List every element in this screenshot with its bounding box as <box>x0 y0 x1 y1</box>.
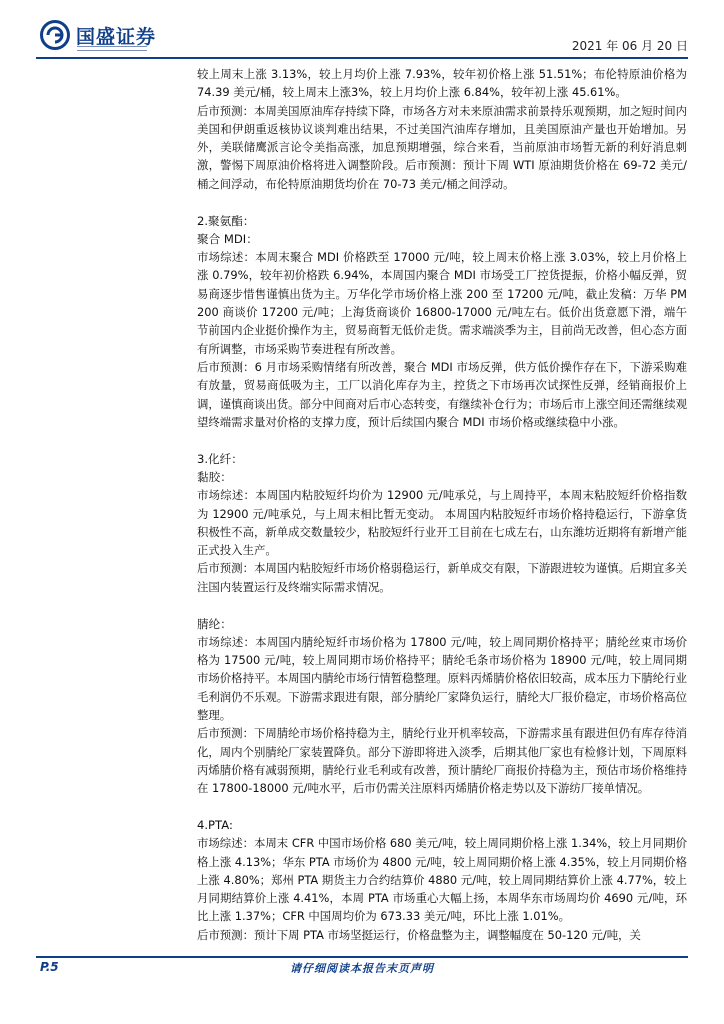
body-paragraph: 后市预测：下周腈纶市场价格持稳为主，腈纶行业开机率较高，下游需求虽有跟进但仍有库存待消化，周内个别腈纶厂家装置降负。部分下游即将进入淡季，后期其他厂家也有检修计划，下周原料丙烯腈价格有减弱预期，腈纶行业毛利或有改善，预计腈纶厂商报价持稳为主，预估市场价格维持在 17800-18000 元/吨水平，后市仍需关注原料丙烯腈价格走势以及下游纺厂接单情况。 <box>197 726 687 796</box>
brand-logo <box>40 18 200 58</box>
brand-underline <box>77 46 147 51</box>
brand-name: 国盛证券 <box>76 26 157 48</box>
body-paragraph: 后市预测：6 月市场采购情绪有所改善，聚合 MDI 市场反弹，供方低价操作存在下，下游采购难有放量，贸易商低吸为主，工厂以消化库存为主，控货之下市场再次试探性反弹，经销商报价上调，谨慎商谈出货。部分中间商对后市心态转变，有继续补仓行为；市场后市上涨空间还需继续观望终端需求量对价格的支撑力度，预计后续国内聚合 MDI 市场价格或继续稳中小涨。 <box>197 359 687 429</box>
report-date: 2021 年 06 月 20 日 <box>571 39 688 53</box>
brand-emblem-icon <box>40 20 70 50</box>
section-gap <box>197 193 687 212</box>
body-paragraph: 后市预测：本周美国原油库存持续下降，市场各方对未来原油需求前景持乐观预期，加之短时间内美国和伊朗重返核协议谈判难出结果，不过美国汽油库存增加，且美国原油产量也开始增加。另外，美联储鹰派言论令美指高涨，加息预期增强，综合来看，当前原油市场暂无新的利好消息刺激，警惕下周原油价格将进入调整阶段。后市预测：预计下周 WTI 原油期货价格在 69-72 美元/桶之间浮动，布伦特原油期货均价在 70-73 美元/桶之间浮动。 <box>197 103 687 191</box>
section-heading: 2.聚氨酯： <box>197 213 255 228</box>
section-heading: 聚合 MDI： <box>197 231 258 246</box>
section-heading: 黏胶： <box>197 469 232 484</box>
page-number: P.5 <box>40 960 59 974</box>
header-divider <box>36 57 688 59</box>
body-paragraph: 市场综述：本周末 CFR 中国市场价格 680 美元/吨，较上周同期价格上涨 1.34%，较上月同期价格上涨 4.13%；华东 PTA 市场价为 4800 元/吨，较上周同期价格上涨 4.35%，较上月同期价格上涨 4.80%；郑州 PTA 期货主力合约结算价 4880 元/吨，较上周同期结算价上涨 4.77%，较上月同期结算价上涨 4.41%，本周 PTA 市场重心大幅上扬，本周华东市场周均价 4690 元/吨，环比上涨 1.37%；CFR 中国周均价为 673.33 美元/吨，环比上涨 1.01%。 <box>197 836 687 924</box>
body-paragraph: 市场综述：本周国内粘胶短纤均价为 12900 元/吨承兑，与上周持平，本周末粘胶短纤价格指数为 12900 元/吨承兑，与上周末相比暂无变动。 本周国内粘胶短纤市场价格持稳运行，下游拿货积极性不高，新单成交数量较少，粘胶短纤行业开工目前在七成左右，山东潍坊近期将有新增产能正式投入生产。 <box>197 488 687 558</box>
report-body <box>197 65 687 944</box>
footer-divider <box>36 956 688 958</box>
page-header <box>36 18 688 58</box>
section-gap <box>197 596 687 615</box>
body-paragraph: 较上周末上涨 3.13%，较上月均价上涨 7.93%，较年初价格上涨 51.51%；布伦特原油价格为 74.39 美元/桶，较上周末上涨3%，较上月均价上涨 6.84%，较年初上涨 45.61%。 <box>197 67 687 100</box>
body-paragraph: 市场综述：本周末聚合 MDI 价格跌至 17000 元/吨，较上周末价格上涨 3.03%，较上月价格上涨 0.79%，较年初价格跌 6.94%，本周国内聚合 MDI 市场受工厂控货提振，价格小幅反弹，贸易商逐步惜售谨慎出货为主。万华化学市场价格上涨 200 至 17200 元/吨，截止发稿：万华 PM200 商谈价 17200 元/吨；上海货商谈价 16800-17000 元/吨左右。低价出货意愿下滑，端午节前国内企业挺价操作为主，贸易商暂无低价走货。需求端淡季为主，目前尚无改善，但心态方面有所调整，市场采购节奏进程有所改善。 <box>197 250 687 356</box>
section-heading: 腈纶： <box>197 616 232 631</box>
section-gap <box>197 431 687 450</box>
body-paragraph: 市场综述：本周国内腈纶短纤市场价格为 17800 元/吨，较上周同期价格持平；腈纶丝束市场价格为 17500 元/吨，较上周同期市场价格持平；腈纶毛条市场价格为 18900 元/吨，较上周同期市场价格持平。本周国内腈纶市场行情暂稳整理。原料丙烯腈价格依旧较高，成本压力下腈纶行业毛利润仍不乐观。下游需求跟进有限，部分腈纶厂家降负运行，腈纶大厂报价稳定，市场价格高位整理。 <box>197 634 687 722</box>
footer-disclaimer: 请仔细阅读本报告末页声明 <box>290 962 434 975</box>
section-heading: 4.PTA: <box>197 817 233 832</box>
section-gap <box>197 797 687 816</box>
body-paragraph: 后市预测：本周国内粘胶短纤市场价格弱稳运行，新单成交有限，下游跟进较为谨慎。后期宜多关注国内装置运行及终端实际需求情况。 <box>197 561 687 594</box>
section-heading: 3.化纤： <box>197 451 243 466</box>
body-paragraph: 后市预测：预计下周 PTA 市场坚挺运行，价格盘整为主，调整幅度在 50-120 元/吨，关 <box>197 927 641 942</box>
